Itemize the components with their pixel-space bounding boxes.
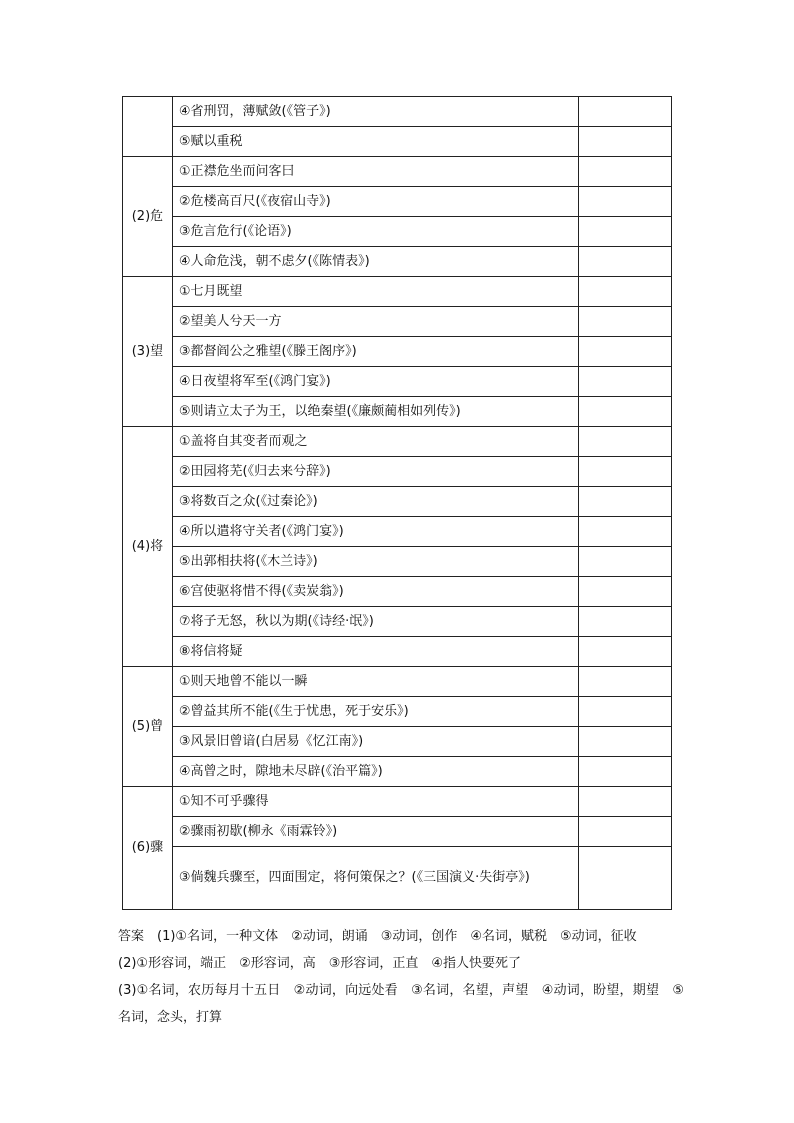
answer-blank-cell[interactable] — [579, 487, 672, 517]
example-sentence-cell: ⑦将子无怒，秋以为期(《诗经·氓》) — [172, 607, 578, 637]
example-sentence-cell: ①七月既望 — [172, 277, 578, 307]
example-sentence-cell: ③将数百之众(《过秦论》) — [172, 487, 578, 517]
table-row — [123, 337, 672, 367]
headword-cell: (4)将 — [123, 427, 173, 667]
example-sentence-cell: ③都督阎公之雅望(《滕王阁序》) — [172, 337, 578, 367]
answer-blank-cell[interactable] — [579, 757, 672, 787]
table-row — [123, 127, 672, 157]
table-row — [123, 487, 672, 517]
table-row — [123, 547, 672, 577]
example-sentence-cell: ④日夜望将军至(《鸿门宴》) — [172, 367, 578, 397]
answer-blank-cell[interactable] — [579, 217, 672, 247]
answer-blank-cell[interactable] — [579, 847, 672, 910]
headword-cell: (5)曾 — [123, 667, 173, 787]
answer-blank-cell[interactable] — [579, 547, 672, 577]
table-row — [123, 187, 672, 217]
table-row — [123, 517, 672, 547]
answer-line: (2)①形容词，端正 ②形容词，高 ③形容词，正直 ④指人快要死了 — [118, 956, 522, 971]
answer-blank-cell[interactable] — [579, 637, 672, 667]
headword-cell: (6)骤 — [123, 787, 173, 910]
example-sentence-cell: ④高曾之时，隙地未尽辟(《治平篇》) — [172, 757, 578, 787]
answer-blank-cell[interactable] — [579, 367, 672, 397]
table-row — [123, 787, 672, 817]
answer-blank-cell[interactable] — [579, 697, 672, 727]
example-sentence-cell: ⑧将信将疑 — [172, 637, 578, 667]
example-sentence-cell: ⑤出郭相扶将(《木兰诗》) — [172, 547, 578, 577]
answer-blank-cell[interactable] — [579, 247, 672, 277]
answer-blank-cell[interactable] — [579, 277, 672, 307]
answer-blank-cell[interactable] — [579, 187, 672, 217]
table-row — [123, 727, 672, 757]
example-sentence-cell: ③危言危行(《论语》) — [172, 217, 578, 247]
headword-cell — [123, 97, 173, 157]
answer-blank-cell[interactable] — [579, 127, 672, 157]
table-row — [123, 247, 672, 277]
answer-blank-cell[interactable] — [579, 397, 672, 427]
answer-line: 答案 (1)①名词，一种文体 ②动词，朗诵 ③动词，创作 ④名词，赋税 ⑤动词，征收 — [118, 929, 637, 944]
table-row — [123, 277, 672, 307]
answer-blank-cell[interactable] — [579, 607, 672, 637]
example-sentence-cell: ②骤雨初歇(柳永《雨霖铃》) — [172, 817, 578, 847]
headword-cell: (2)危 — [123, 157, 173, 277]
table-row — [123, 847, 672, 910]
table-row — [123, 157, 672, 187]
table-row — [123, 367, 672, 397]
table-row — [123, 457, 672, 487]
table-row — [123, 757, 672, 787]
example-sentence-cell: ⑤赋以重税 — [172, 127, 578, 157]
example-sentence-cell: ②危楼高百尺(《夜宿山寺》) — [172, 187, 578, 217]
answer-blank-cell[interactable] — [579, 667, 672, 697]
table-row — [123, 577, 672, 607]
answer-line: (3)①名词，农历每月十五日 ②动词，向远处看 ③名词，名望，声望 ④动词，盼望，期望 ⑤名词，念头，打算 — [118, 983, 684, 1025]
example-sentence-cell: ⑤则请立太子为王，以绝秦望(《廉颇蔺相如列传》) — [172, 397, 578, 427]
table-row — [123, 307, 672, 337]
example-sentence-cell: ③风景旧曾谙(白居易《忆江南》) — [172, 727, 578, 757]
vocabulary-table — [122, 96, 672, 910]
table-row — [123, 217, 672, 247]
answer-blank-cell[interactable] — [579, 97, 672, 127]
answer-blank-cell[interactable] — [579, 817, 672, 847]
example-sentence-cell: ④省刑罚，薄赋敛(《管子》) — [172, 97, 578, 127]
example-sentence-cell: ④所以遣将守关者(《鸿门宴》) — [172, 517, 578, 547]
answer-blank-cell[interactable] — [579, 457, 672, 487]
headword-cell: (3)望 — [123, 277, 173, 427]
table-row — [123, 607, 672, 637]
answer-blank-cell[interactable] — [579, 427, 672, 457]
answer-blank-cell[interactable] — [579, 517, 672, 547]
table-row — [123, 667, 672, 697]
table-row — [123, 697, 672, 727]
example-sentence-cell: ②曾益其所不能(《生于忧患，死于安乐》) — [172, 697, 578, 727]
vocabulary-table-body — [123, 97, 672, 910]
answer-blank-cell[interactable] — [579, 727, 672, 757]
table-row — [123, 817, 672, 847]
example-sentence-cell: ①则天地曾不能以一瞬 — [172, 667, 578, 697]
example-sentence-cell: ④人命危浅，朝不虑夕(《陈情表》) — [172, 247, 578, 277]
example-sentence-cell: ①正襟危坐而问客曰 — [172, 157, 578, 187]
example-sentence-cell: ②望美人兮天一方 — [172, 307, 578, 337]
table-row — [123, 97, 672, 127]
answer-blank-cell[interactable] — [579, 787, 672, 817]
table-row — [123, 397, 672, 427]
answer-blank-cell[interactable] — [579, 577, 672, 607]
example-sentence-cell: ①知不可乎骤得 — [172, 787, 578, 817]
table-row — [123, 427, 672, 457]
table-row — [123, 637, 672, 667]
example-sentence-cell: ②田园将芜(《归去来兮辞》) — [172, 457, 578, 487]
answer-blank-cell[interactable] — [579, 157, 672, 187]
answer-section — [118, 923, 684, 1031]
answer-blank-cell[interactable] — [579, 337, 672, 367]
example-sentence-cell: ③倘魏兵骤至，四面围定，将何策保之？(《三国演义·失街亭》) — [172, 847, 578, 910]
answer-blank-cell[interactable] — [579, 307, 672, 337]
example-sentence-cell: ①盖将自其变者而观之 — [172, 427, 578, 457]
example-sentence-cell: ⑥宫使驱将惜不得(《卖炭翁》) — [172, 577, 578, 607]
